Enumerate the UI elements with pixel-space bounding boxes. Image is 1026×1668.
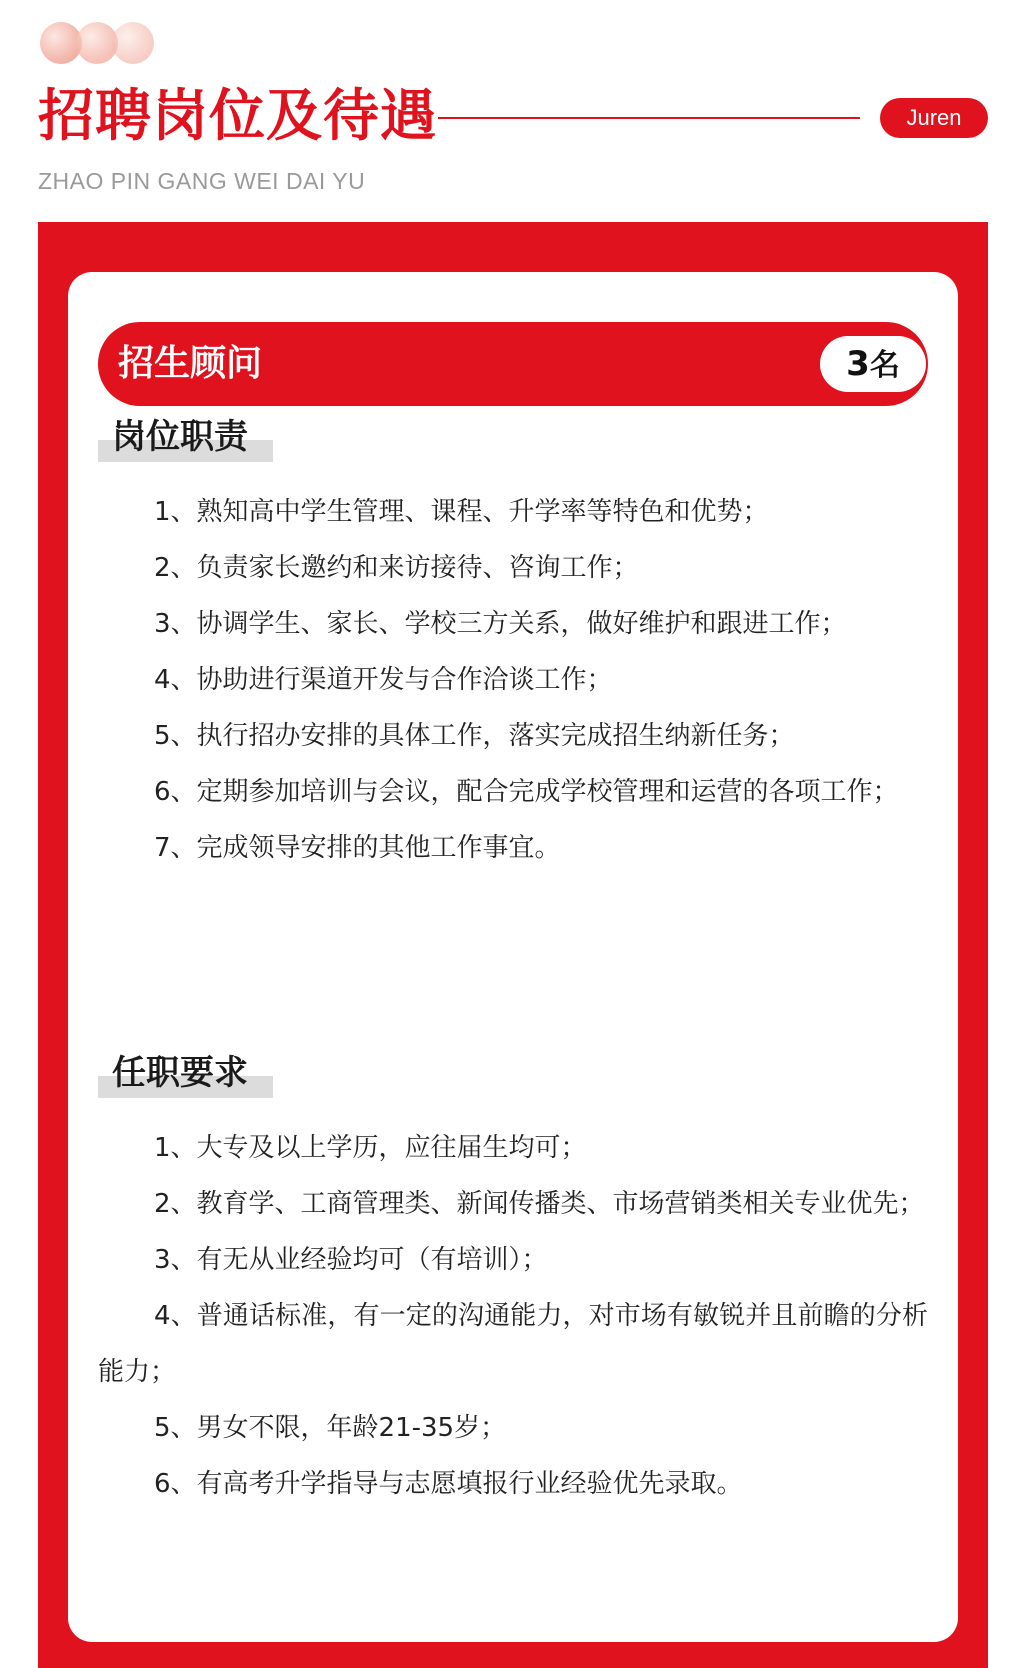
title-divider xyxy=(438,117,860,119)
duties-list xyxy=(98,484,928,876)
headcount-unit: 名 xyxy=(869,348,900,383)
list-item: 2、教育学、工商管理类、新闻传播类、市场营销类相关专业优先； xyxy=(154,1189,925,1219)
duties-heading xyxy=(98,412,248,462)
list-item: 3、有无从业经验均可（有培训）； xyxy=(154,1245,548,1275)
job-banner xyxy=(98,322,928,406)
brand-badge: Juren xyxy=(880,98,988,138)
page-subtitle: ZHAO PIN GANG WEI DAI YU xyxy=(38,168,366,194)
headcount-badge xyxy=(820,336,926,392)
list-item: 2、负责家长邀约和来访接待、咨询工作； xyxy=(154,553,639,583)
page-title: 招聘岗位及待遇 xyxy=(38,84,437,149)
list-item: 1、大专及以上学历，应往届生均可； xyxy=(154,1133,587,1163)
decorative-dot xyxy=(112,22,154,64)
list-item: 6、定期参加培训与会议，配合完成学校管理和运营的各项工作； xyxy=(154,777,899,807)
list-item: 5、执行招办安排的具体工作，落实完成招生纳新任务； xyxy=(154,721,795,751)
requirements-heading xyxy=(98,1048,248,1098)
decorative-dots xyxy=(40,22,148,64)
list-item: 1、熟知高中学生管理、课程、升学率等特色和优势； xyxy=(154,497,769,527)
list-item: 6、有高考升学指导与志愿填报行业经验优先录取。 xyxy=(154,1469,743,1499)
list-item: 3、协调学生、家长、学校三方关系，做好维护和跟进工作； xyxy=(154,609,847,639)
list-item: 4、协助进行渠道开发与合作洽谈工作； xyxy=(154,665,613,695)
list-item: 7、完成领导安排的其他工作事宜。 xyxy=(154,833,561,863)
list-item: 5、男女不限，年龄21-35岁； xyxy=(154,1413,507,1443)
duties-heading-text: 岗位职责 xyxy=(112,417,248,457)
job-title: 招生顾问 xyxy=(118,343,263,384)
requirements-list xyxy=(98,1120,928,1512)
list-item: 4、普通话标准，有一定的沟通能力，对市场有敏锐并且前瞻的分析能力； xyxy=(98,1301,928,1387)
headcount-number: 3 xyxy=(846,344,870,384)
requirements-heading-text: 任职要求 xyxy=(112,1053,248,1093)
